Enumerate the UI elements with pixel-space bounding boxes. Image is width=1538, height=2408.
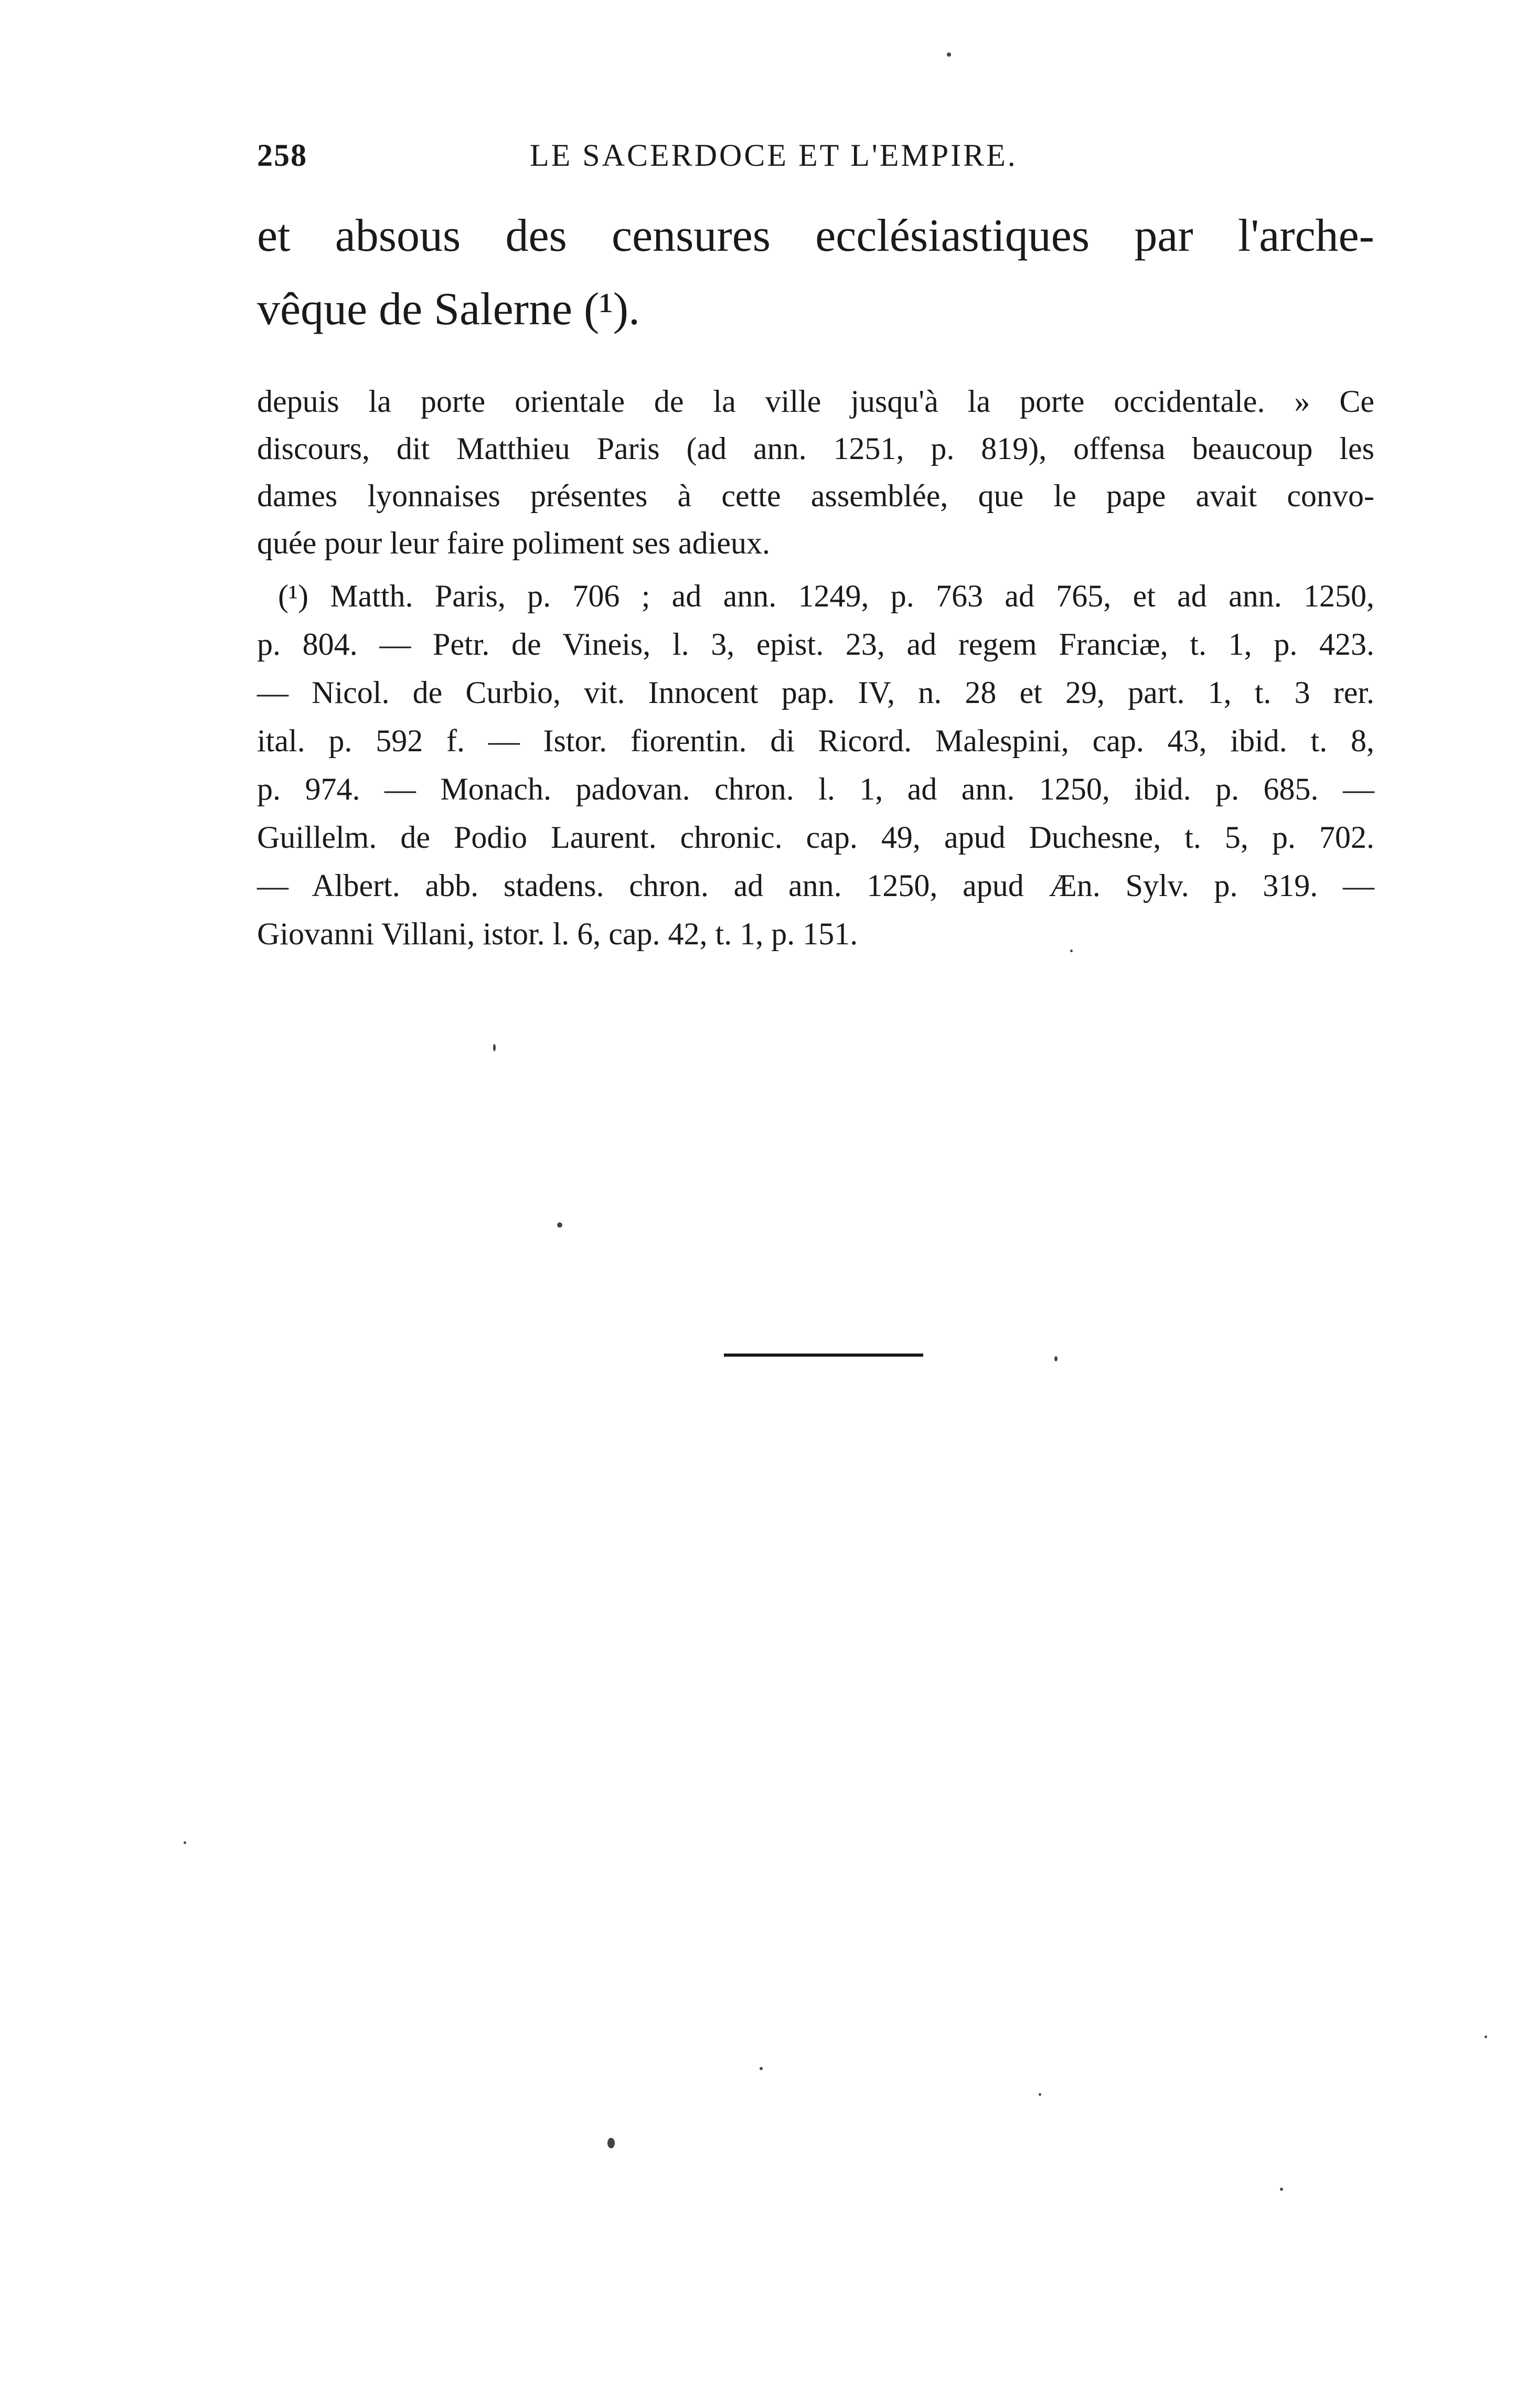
- footnote-line: — Albert. abb. stadens. chron. ad ann. 1250, apud Æn. Sylv. p. 319. —: [257, 868, 1374, 903]
- main-text-line: vêque de Salerne (¹).: [257, 284, 640, 335]
- page-number: 258: [257, 138, 307, 173]
- footnote-line: p. 804. — Petr. de Vineis, l. 3, epist. 23, ad regem Franciæ, t. 1, p. 423.: [257, 627, 1374, 662]
- scan-speck: [760, 2067, 763, 2070]
- footnote-1: [257, 572, 1374, 958]
- scan-speck: [1280, 2188, 1283, 2191]
- footnote-line: dames lyonnaises présentes à cette assemblée, que le pape avait convo-: [257, 478, 1374, 513]
- scan-speck: [184, 1841, 186, 1844]
- footnote-continuation: [257, 378, 1374, 567]
- scan-speck: [607, 2138, 615, 2148]
- scan-speck: [947, 52, 951, 57]
- scan-speck: [1070, 950, 1073, 952]
- section-end-rule: [724, 1354, 923, 1357]
- footnote-line: depuis la porte orientale de la ville jusqu'à la porte occidentale. » Ce: [257, 384, 1374, 419]
- footnote-line: (¹) Matth. Paris, p. 706 ; ad ann. 1249, p. 763 ad 765, et ad ann. 1250,: [278, 579, 1374, 613]
- scan-speck: [493, 1044, 496, 1051]
- footnote-line: discours, dit Matthieu Paris (ad ann. 1251, p. 819), offensa beaucoup les: [257, 431, 1374, 466]
- main-text: [257, 199, 1374, 346]
- footnote-line: ital. p. 592 f. — Istor. fiorentin. di Ricord. Malespini, cap. 43, ibid. t. 8,: [257, 723, 1374, 758]
- footnote-line: Giovanni Villani, istor. l. 6, cap. 42, t. 1, p. 151.: [257, 917, 858, 951]
- footnote-line: Guillelm. de Podio Laurent. chronic. cap. 49, apud Duchesne, t. 5, p. 702.: [257, 820, 1374, 855]
- scan-speck: [1054, 1356, 1058, 1361]
- running-title: LE SACERDOCE ET L'EMPIRE.: [530, 138, 1018, 173]
- scan-speck: [1484, 2036, 1487, 2038]
- main-text-line: et absous des censures ecclésiastiques par l'arche-: [257, 210, 1374, 261]
- footnote-line: quée pour leur faire poliment ses adieux.: [257, 526, 770, 560]
- running-head: [257, 137, 1107, 179]
- footnote-line: — Nicol. de Curbio, vit. Innocent pap. IV, n. 28 et 29, part. 1, t. 3 rer.: [257, 675, 1374, 710]
- scan-speck: [557, 1222, 562, 1228]
- scan-speck: [1039, 2093, 1041, 2096]
- footnote-line: p. 974. — Monach. padovan. chron. l. 1, ad ann. 1250, ibid. p. 685. —: [257, 772, 1374, 806]
